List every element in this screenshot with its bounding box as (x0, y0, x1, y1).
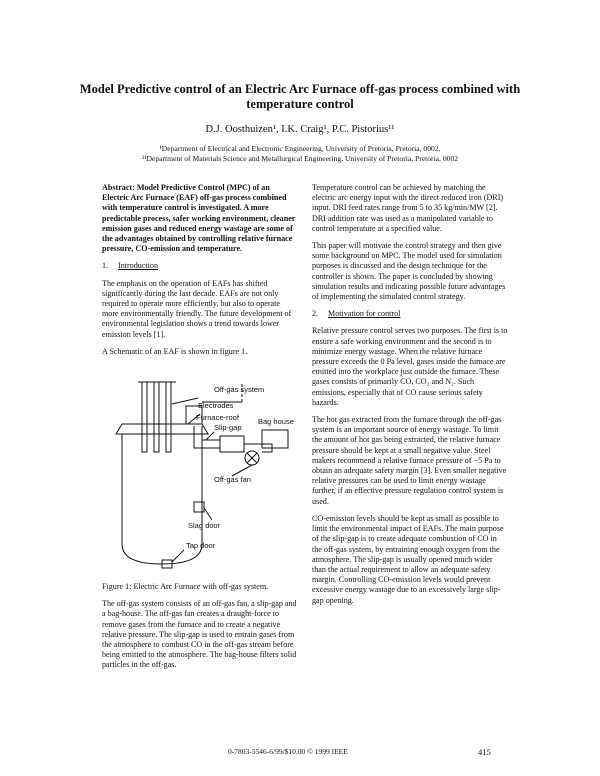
label-bag-house: Bag house (258, 417, 294, 427)
duct-section (220, 436, 244, 452)
affiliation-2: ¹¹Department of Materials Science and Metallurgical Engineering, University of Pretoria, Pretoria, 0002 (141, 154, 459, 163)
label-offgas-system: Off-gas system (214, 385, 265, 395)
section-2-title: Motivation for control (328, 309, 401, 319)
right-column (312, 183, 508, 613)
section-2-number: 2. (312, 309, 319, 319)
outline-paragraph: This paper will motivate the control strategy and then give some background on MPC. The model used for simulation purposes is discussed and the design technique for the controller is shown. The paper is concluded by showing simulation results and indicating possible future advantages of implementing the simulated control strategy. (312, 241, 506, 302)
page-number: 415 (478, 747, 491, 757)
label-offgas-fan: Off-gas fan (214, 475, 251, 485)
label-slip-gap: Slip-gap (214, 423, 242, 433)
author-list: D.J. Oosthuizen¹, I.K. Craig¹, P.C. Pistorius¹¹ (205, 124, 395, 135)
paper-title: Model Predictive control of an Electric Arc Furnace off-gas process combined with temperature control (79, 82, 521, 111)
intro-paragraph-2: A Schematic of an EAF is shown in figure 1. (102, 346, 248, 356)
electrode-2 (154, 382, 159, 452)
section-1-title: Introduction (118, 261, 159, 271)
isbn-line: 0-7803-5546-6/99/$10.00 © 1999 IEEE (228, 747, 348, 756)
offgas-paragraph: The off-gas system consists of an off-gas fan, a slip-gap and a bag-house. The off-gas fan creates a draught-force to remove gases from the furnace and to create a negative relative pressure. The slip-gap is used to entrain gases from the atmosphere to combust CO in the off-gas stream before being emitted to the atmosphere. The bag-house filters solid particles in the off-gas. (102, 599, 297, 670)
figure-1-caption: Figure 1: Electric Arc Furnace with off-gas system. (102, 582, 269, 592)
label-electrodes: Electrodes (198, 401, 234, 411)
label-slag-door: Slag door (188, 521, 221, 531)
label-tap-door: Tap door (186, 541, 216, 551)
left-column (102, 183, 298, 678)
section-2-heading (312, 309, 508, 319)
motivation-paragraph-2: The hot gas extracted from the furnace through the off-gas system is an important source of energy wastage. To limit the amount of hot gas being extracted, the relative furnace pressure should be kept at a small negative value. Steel makers recommend a relative furnace pressure of −5 Pa to obtain an adequate safety margin [3]. Even smaller negative relative pressures can be used to limit energy wastage further, if an effective pressure regulation control system is used. (312, 415, 507, 506)
affiliations (40, 144, 560, 164)
intro-paragraph-1: The emphasis on the operation of EAFs has shifted significantly during the last decade. EAFs are not only required to operate more efficiently, but also to operate more environmentally friendly. The future development of environmental legislation shows a trend towards lower emission levels [1]. (102, 278, 292, 339)
affiliation-1: ¹Department of Electrical and Electronic Engineering, University of Pretoria, Pretoria, 0002. (159, 144, 441, 153)
section-1-heading (102, 261, 298, 271)
abstract: Abstract: Model Predictive Control (MPC) of an Electric Arc Furnace (EAF) off-gas process combined with temperature control is investigated. A more predictable process, safer working environment, cleaner emission gases and reduced energy wastage are some of the advantages obtained by controlling relative furnace pressure, CO-emission and temperature. (102, 183, 296, 254)
electrode-3 (166, 382, 171, 452)
motivation-paragraph-1: Relative pressure control serves two purposes. The first is to ensure a safe working environment and the second is to minimize energy wastage. When the relative furnace pressure exceeds the 0 Pa level, gases inside the furnace are emitted into the workplace just outside the furnace. These gases consists of primarily CO, CO₂ and N₂. Such emissions, especially that of CO cause serious safety hazards. (312, 326, 508, 407)
electrode-1 (142, 382, 147, 452)
section-1-number: 1. (102, 261, 109, 271)
figure-1 (102, 364, 298, 576)
bag-house (262, 430, 288, 448)
motivation-paragraph-3: CO-emission levels should be kept as small as possible to limit the environmental impact of EAFs. The main purpose of the slip-gap is to create adequate combustion of CO in the off-gas system, by entraining enough oxygen from the atmosphere. The slip-gap is usually opened much wider than the actual requirement to allow an adequate safety margin. Controlling CO-emission levels would prevent excessive energy wastage due to an excessively large slip-gap opening. (312, 513, 504, 605)
temperature-paragraph: Temperature control can be achieved by matching the electric arc energy input with the direct reduced iron (DRI) input. DRI feed rates range from 5 to 35 kg/min/MW [2]. DRI addition rate was used as a manipulated variable to control temperature at a specified value. (312, 183, 504, 233)
label-furnace-roof: Furnace-roof (196, 413, 239, 423)
eaf-schematic (102, 364, 298, 576)
